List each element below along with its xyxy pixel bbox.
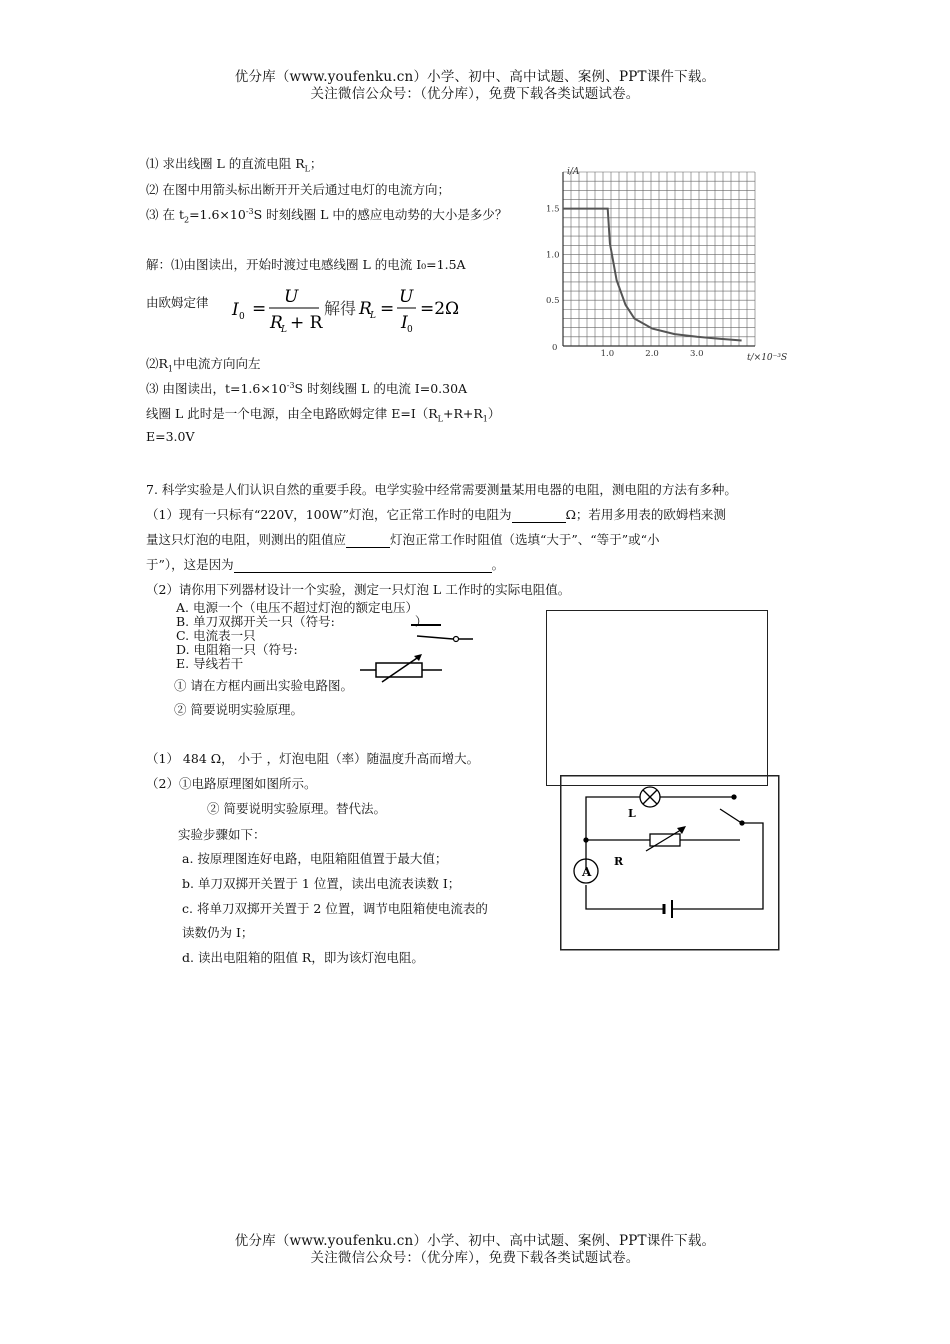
switch-terminal-1 xyxy=(732,795,736,799)
current-time-graph xyxy=(540,162,810,370)
q6-solution-4: 线圈 L 此时是一个电源，由全电路欧姆定律 $E=I(R_L+R+R_1)$ xyxy=(146,406,501,424)
item-c: C. 电流表一只 xyxy=(176,628,256,643)
header-line-1: 优分库（www.youfenku.cn）小学、初中、高中试题、案例、PPT课件下载。 xyxy=(234,69,716,85)
lamp-label: L xyxy=(628,807,636,820)
step-a: a. 按原理图连好电路，电阻箱阻值置于最大值； xyxy=(182,851,448,866)
eq-U-2: U xyxy=(399,287,414,307)
eq-I: I xyxy=(232,300,239,320)
q7-stem: 7. 科学实验是人们认识自然的重要手段。电学实验中经常需要测量某用电器的电阻，测电阻的方法有多种。 xyxy=(146,482,737,497)
item-a: A. 电源一个（电压不超过灯泡的额定电压） xyxy=(176,600,418,615)
wire-right xyxy=(672,823,763,909)
y-tick-0.5: 0.5 xyxy=(546,296,560,307)
graph-grid xyxy=(563,172,755,346)
y-tick-0: 0 xyxy=(552,343,558,353)
eq-I-sub: 0 xyxy=(239,312,245,322)
item-e: E. 导线若干 xyxy=(176,656,244,671)
wire-bottom-left xyxy=(586,885,664,909)
q6-sub3: ⑶ 在 $t_2=1.6\times 10^{-3}S$ 时刻线圈 L 中的感应电动势的大小是多少？ xyxy=(146,206,508,225)
x-tick-1.0: 1.0 xyxy=(600,349,615,359)
ammeter-label: A xyxy=(582,865,592,879)
ohm-law-label: 由欧姆定律 xyxy=(146,295,209,310)
step-c-line1: c. 将单刀双掷开关置于 2 位置，调节电阻箱使电流表的 xyxy=(182,901,488,916)
q6-solution-1: 解：⑴由图读出，开始时渡过电感线圈 L 的电流 I₀=1.5A xyxy=(146,257,466,272)
eq-plus-R: + R xyxy=(290,313,323,333)
q7-part2: （2）请你用下列器材设计一个实验，测定一只灯泡 L 工作时的实际电阻值。 xyxy=(146,582,571,597)
x-axis-label: t/×10⁻³S xyxy=(747,353,788,363)
resistor-box-symbol xyxy=(358,646,448,690)
junction-node xyxy=(584,838,588,842)
footer-line-2: 关注微信公众号：（优分库），免费下载各类试题试卷。 xyxy=(310,1250,640,1266)
eq-RL-sub-2: L xyxy=(370,311,376,321)
circuit-diagram xyxy=(560,775,780,951)
y-tick-1.0: 1.0 xyxy=(546,250,560,261)
eq-RL-1: R xyxy=(270,313,283,333)
task-2: ② 简要说明实验原理。 xyxy=(174,702,303,717)
q7-part1-line1: （1）现有一只标有“220V，100W”灯泡，它正常工作时的电阻为 Ω；若用多用表的欧姆档来测 xyxy=(146,507,726,522)
eq-RL-2: R xyxy=(359,299,372,319)
q7-part1-line3: 于”），这是因为 。 xyxy=(146,557,505,572)
resistor-label: R xyxy=(614,855,624,868)
eq-I0-2: I xyxy=(401,313,408,333)
eq-equals-1: = xyxy=(252,299,267,319)
step-d: d. 读出电阻箱的阻值 R，即为该灯泡电阻。 xyxy=(182,950,424,965)
switch-blade xyxy=(720,809,740,822)
circuit-frame xyxy=(561,776,779,950)
q7-part1-line2: 量这只灯泡的电阻，则测出的阻值应 灯泡正常工作时阻值（选填“大于”、“等于”或“小 xyxy=(146,532,660,547)
y-tick-1.5: 1.5 xyxy=(546,204,560,215)
y-axis-label: i/A xyxy=(567,167,580,177)
eq-equals-2: = xyxy=(380,299,395,319)
answer-principle: ② 简要说明实验原理。替代法。 xyxy=(207,801,386,816)
answer-drawing-box[interactable] xyxy=(546,610,768,786)
step-c-line2: 读数仍为 I； xyxy=(182,925,254,940)
eq-U-1: U xyxy=(284,287,299,307)
step-b: b. 单刀双掷开关置于 1 位置，读出电流表读数 I； xyxy=(182,876,461,891)
blank-reason[interactable] xyxy=(234,558,492,573)
x-tick-3.0: 3.0 xyxy=(689,349,704,359)
eq-jiede: 解得 xyxy=(324,299,357,318)
answer-part1: （1） 484 Ω， 小于 ，灯泡电阻（率）随温度升高而增大。 xyxy=(146,751,480,766)
x-tick-2.0: 2.0 xyxy=(645,349,659,359)
item-d: D. 电阻箱一只（符号: xyxy=(176,642,298,657)
q6-sub2: ⑵ 在图中用箭头标出断开开关后通过电灯的电流方向； xyxy=(146,182,450,197)
answer-steps-heading: 实验步骤如下： xyxy=(178,827,266,842)
ohm-law-equation xyxy=(226,282,486,338)
q6-solution-3: ⑶ 由图读出，$t=1.6\times 10^{-3}S$ 时刻线圈 L 的电流 I=0.30A xyxy=(146,380,468,396)
footer-line-1: 优分库（www.youfenku.cn）小学、初中、高中试题、案例、PPT课件下载。 xyxy=(234,1233,716,1249)
task-1: ① 请在方框内画出实验电路图。 xyxy=(174,678,353,693)
blank-comparison[interactable] xyxy=(346,533,390,548)
blank-resistance[interactable] xyxy=(512,508,566,523)
q6-sub1: ⑴ 求出线圈 L 的直流电阻 $R_L$； xyxy=(146,156,323,174)
q6-solution-5: E=3.0V xyxy=(146,429,195,444)
answer-part2-intro: （2）①电路原理图如图所示。 xyxy=(146,776,317,791)
header-line-2: 关注微信公众号：（优分库），免费下载各类试题试卷。 xyxy=(310,86,640,102)
eq-RL-sub-1: L xyxy=(281,325,287,335)
q6-solution-2: $⑵R_1$中电流方向向左 xyxy=(146,356,261,374)
item-b: B. 单刀双掷开关一只（符号: ） xyxy=(176,614,428,629)
eq-result: =2Ω xyxy=(420,299,460,319)
spdt-switch-symbol xyxy=(405,617,480,647)
eq-I0-sub-2: 0 xyxy=(407,325,413,335)
